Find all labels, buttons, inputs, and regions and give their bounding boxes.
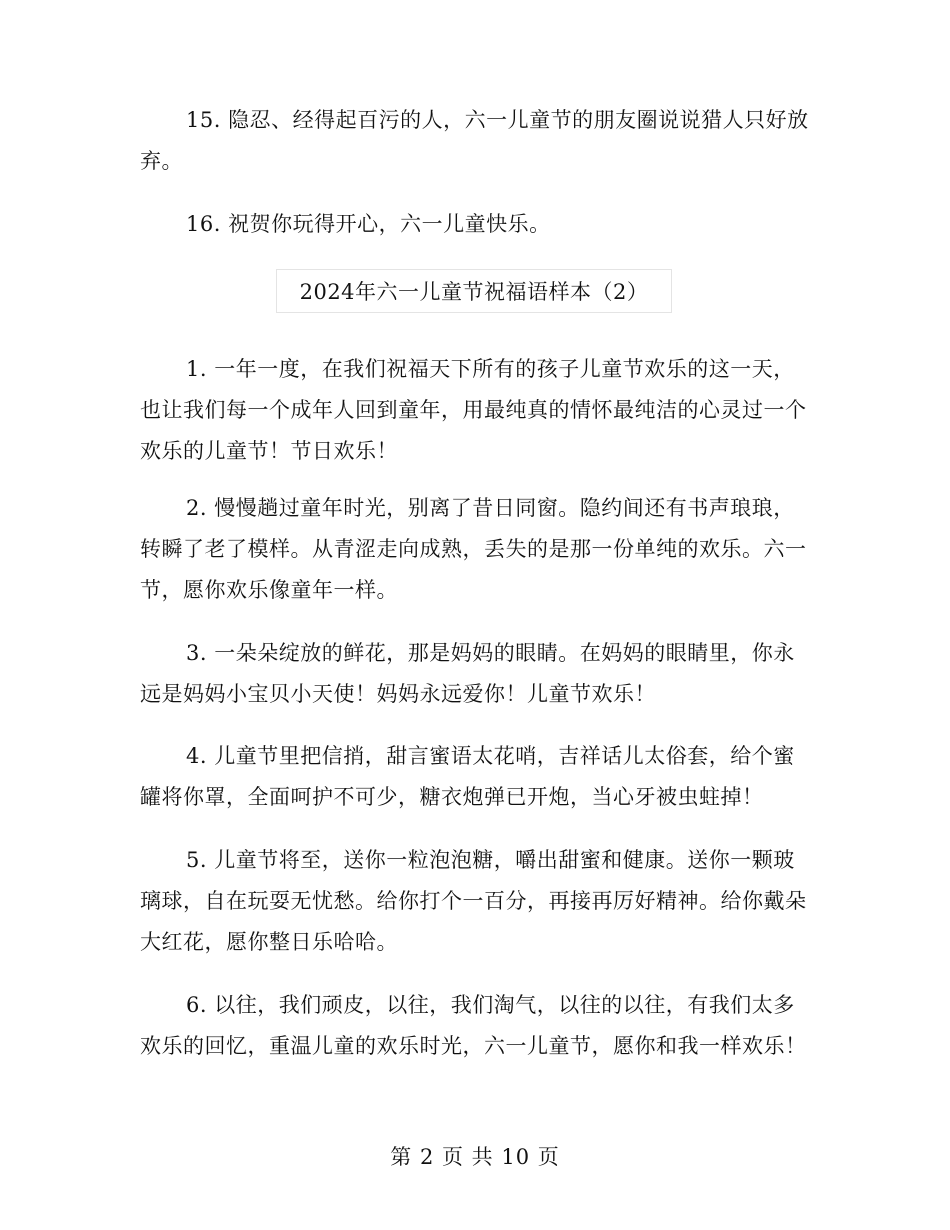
paragraph-s2-6 bbox=[140, 985, 812, 1067]
paragraph-text: 4. 儿童节里把信捎，甜言蜜语太花哨，吉祥话儿太俗套，给个蜜罐将你罩，全面呵护不可少，糖衣炮弹已开炮，当心牙被虫蛀掉！ bbox=[140, 744, 795, 809]
paragraph-text: 16. 祝贺你玩得开心，六一儿童快乐。 bbox=[186, 212, 551, 236]
page-footer bbox=[0, 1141, 950, 1171]
paragraph-s2-2 bbox=[140, 488, 812, 611]
paragraph-s2-4 bbox=[140, 736, 812, 818]
paragraph-text: 1. 一年一度，在我们祝福天下所有的孩子儿童节欢乐的这一天，也让我们每一个成年人回到童年，用最纯真的情怀最纯洁的心灵过一个欢乐的儿童节！节日欢乐！ bbox=[140, 357, 807, 463]
paragraph-s2-3 bbox=[140, 633, 812, 715]
paragraph-text: 6. 以往，我们顽皮，以往，我们淘气，以往的以往，有我们太多欢乐的回忆，重温儿童的欢乐时光，六一儿童节，愿你和我一样欢乐！ bbox=[140, 993, 807, 1058]
paragraph-text: 3. 一朵朵绽放的鲜花，那是妈妈的眼睛。在妈妈的眼睛里，你永远是妈妈小宝贝小天使！妈妈永远爱你！儿童节欢乐！ bbox=[140, 641, 795, 706]
paragraph-text: 15. 隐忍、经得起百污的人，六一儿童节的朋友圈说说猎人只好放弃。 bbox=[140, 108, 809, 173]
paragraph-text: 5. 儿童节将至，送你一粒泡泡糖，嚼出甜蜜和健康。送你一颗玻璃球，自在玩耍无忧愁。给你打个一百分，再接再厉好精神。给你戴朵大红花，愿你整日乐哈哈。 bbox=[140, 848, 807, 954]
paragraph-15 bbox=[140, 100, 812, 182]
paragraph-16 bbox=[140, 204, 812, 245]
section-title bbox=[276, 269, 672, 313]
paragraph-text: 2. 慢慢趟过童年时光，别离了昔日同窗。隐约间还有书声琅琅，转瞬了老了模样。从青涩走向成熟，丢失的是那一份单纯的欢乐。六一节，愿你欢乐像童年一样。 bbox=[140, 496, 807, 602]
paragraph-s2-5 bbox=[140, 840, 812, 963]
paragraph-s2-1 bbox=[140, 349, 812, 472]
page-number-label: 第 2 页 共 10 页 bbox=[390, 1145, 560, 1169]
section-title-text: 2024年六一儿童节祝福语样本（2） bbox=[299, 280, 649, 304]
